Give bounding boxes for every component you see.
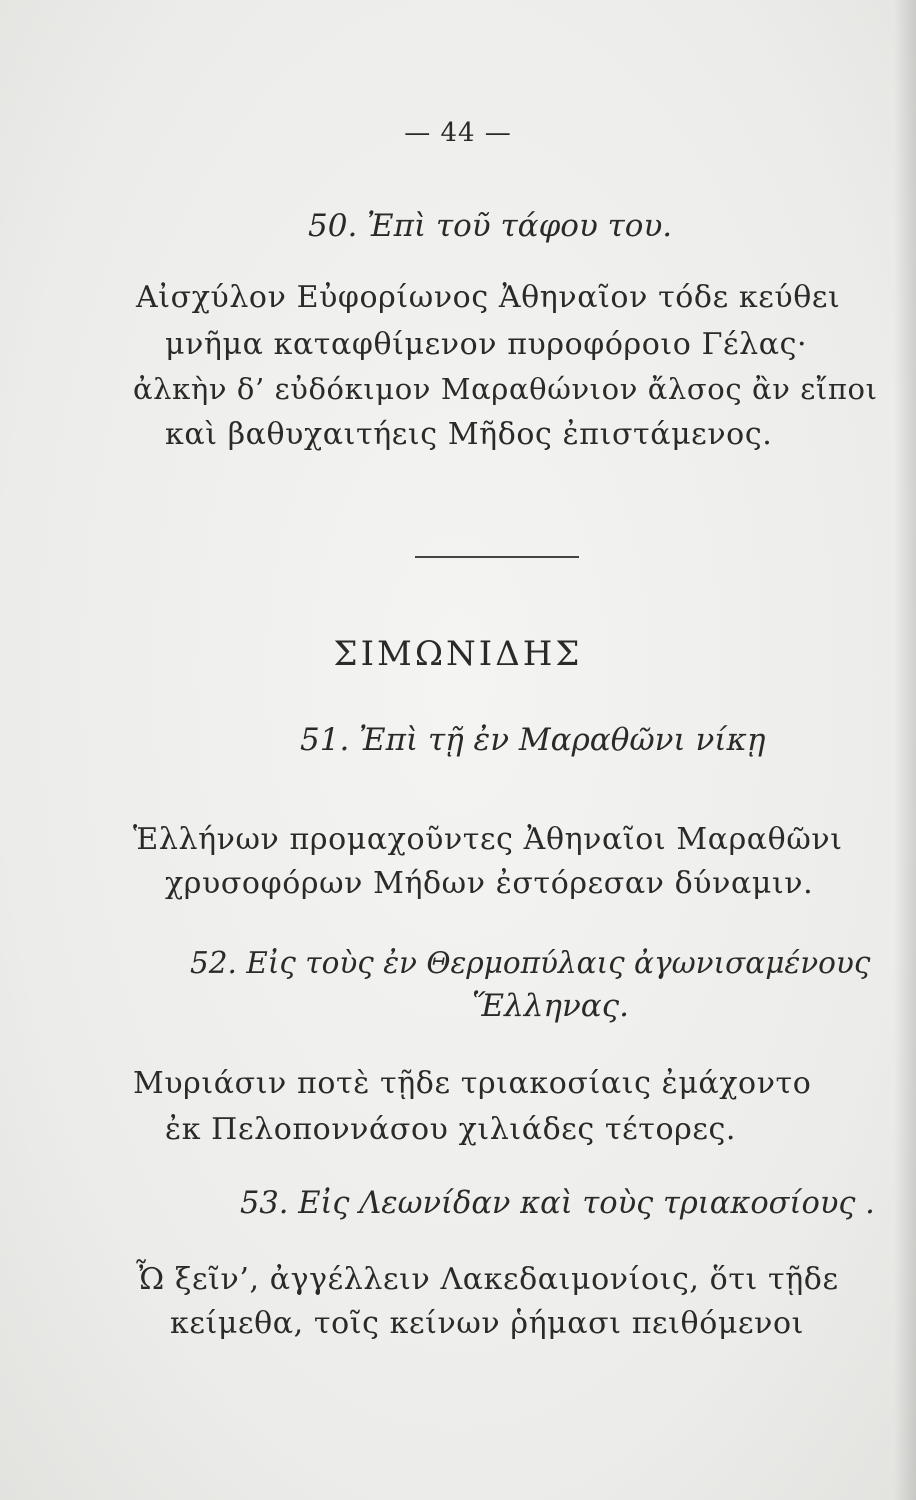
epigram-53-line-2: κείμεθα, τοῖς κείνων ῥήμασι πειθόμενοι — [170, 1306, 804, 1341]
epigram-51-heading: 51. Ἐπὶ τῇ ἐν Μαραθῶνι νίκῃ — [300, 722, 766, 758]
epigram-51-line-1: Ἑλλήνων προμαχοῦντες Ἀθηναῖοι Μαραθῶνι — [133, 822, 843, 857]
epigram-50-line-2: μνῆμα καταφθίμενον πυροφόροιο Γέλας· — [165, 327, 808, 362]
section-divider — [415, 556, 579, 558]
epigram-51-line-2: χρυσοφόρων Μήδων ἐστόρεσαν δύναμιν. — [165, 866, 814, 901]
epigram-50-heading: 50. Ἐπὶ τοῦ τάφου του. — [308, 208, 673, 244]
epigram-52-heading-continued: Ἕλληνας. — [472, 988, 629, 1024]
page-number: — 44 — — [404, 118, 512, 148]
epigram-52-line-2: ἐκ Πελοποννάσου χιλιάδες τέτορες. — [165, 1112, 737, 1147]
epigram-53-heading: 53. Εἰς Λεωνίδαν καὶ τοὺς τριακοσίους . — [240, 1186, 875, 1221]
author-heading: ΣΙΜΩΝΙΔΗΣ — [333, 634, 583, 674]
epigram-50-line-3: ἀλκὴν δ’ εὐδόκιμον Μαραθώνιον ἄλσος ἂν εἴποι — [133, 372, 878, 406]
epigram-50-line-4: καὶ βαθυχαιτήεις Μῆδος ἐπιστάμενος. — [165, 417, 773, 452]
epigram-52-heading: 52. Εἰς τοὺς ἐν Θερμοπύλαις ἀγωνισαμένους — [190, 946, 871, 980]
epigram-52-line-1: Μυριάσιν ποτὲ τῇδε τριακοσίαις ἐμάχοντο — [133, 1066, 812, 1101]
binding-shadow — [894, 0, 916, 1500]
epigram-50-line-1: Αἰσχύλον Εὐφορίωνος Ἀθηναῖον τόδε κεύθει — [136, 280, 841, 315]
epigram-53-line-1: Ὦ ξεῖν’, ἀγγέλλειν Λακεδαιμονίοις, ὅτι τῇδε — [136, 1262, 839, 1297]
